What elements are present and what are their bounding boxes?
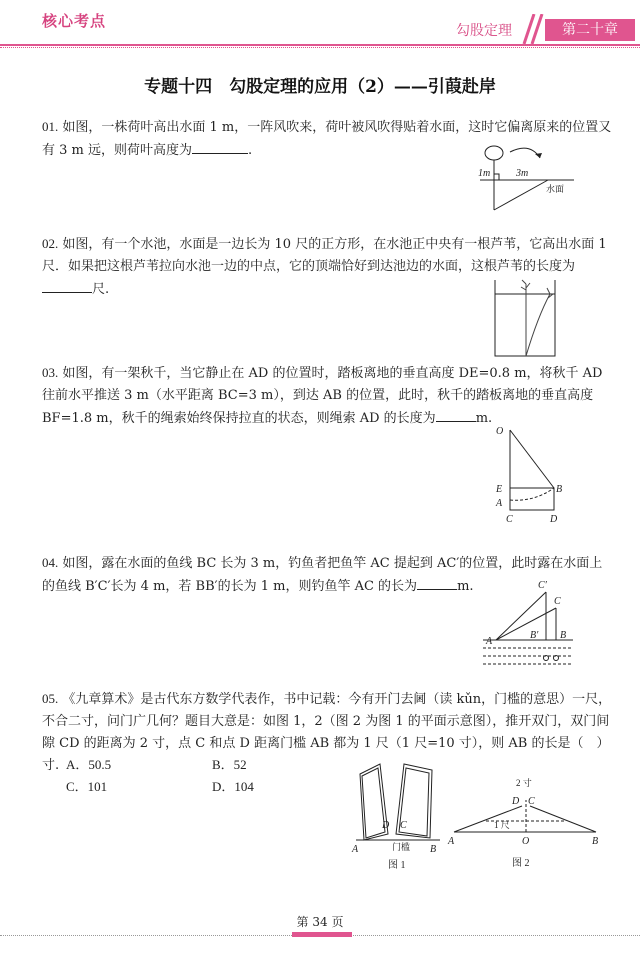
header-divider (0, 44, 640, 46)
answer-blank (192, 139, 248, 154)
figure-1-doors (350, 756, 446, 872)
header-chapter: 第二十章 (545, 19, 635, 41)
question-text-end: m. (475, 411, 493, 426)
label-O: O (496, 426, 504, 437)
figure-pond-reed (490, 276, 560, 360)
label-D: D (550, 514, 558, 525)
label-D: D (382, 820, 390, 831)
question-text-end: 尺. (92, 282, 110, 297)
option-value: 104 (234, 779, 254, 794)
question-text-end: m. (457, 579, 474, 594)
question-number: 04. (42, 555, 59, 570)
option-value: 52 (233, 757, 247, 772)
question-text: 《九章算术》是古代东方数学代表作，书中记载：今有开门去阃（读 kǔn，门槛的意思）一尺，不合二寸，问门广几何？题目大意是：如图 1，2（图 2 为图 1 的平面示意图），推开双门，双门间隙 CD 的距离为 2 寸，点 C 和点 D 距离门槛 AB 都为 1 尺（1 尺=10 寸），则 AB 的长是（ ）寸. (42, 692, 612, 773)
option-a[interactable] (66, 754, 111, 776)
label-1m: 1m (478, 168, 491, 179)
label-3m: 3m (516, 168, 529, 179)
option-label: A． (66, 757, 89, 772)
label-1chi: 1 尺 (494, 820, 510, 830)
question-number: 01. (42, 119, 59, 134)
option-b[interactable] (212, 754, 247, 776)
label-C: C (400, 820, 407, 831)
question-5 (42, 688, 614, 777)
label-C: C (528, 796, 535, 807)
question-text: 如图，有一架秋千，当它静止在 AD 的位置时，踏板离地的垂直高度 DE=0.8 m，将秋千 AD 往前水平推送 3 m（水平距离 BC=3 m），到达 AB 的位置，此时，秋千的踏板离地的垂直高度 BF=1.8 m，秋千的绳索始终保持拉直的状态，则绳索 AD 的长度为 (42, 366, 603, 426)
label-E: E (496, 484, 503, 495)
question-text: 如图，露在水面的鱼线 BC 长为 3 m，钓鱼者把鱼竿 AC 提起到 AC′的位置，此时露在水面上的鱼线 B′C′长为 4 m，若 BB′的长为 1 m，则钓鱼竿 AC 的长为 (42, 556, 603, 594)
figure-2-diagram (446, 770, 606, 870)
option-value: 50.5 (88, 757, 112, 772)
label-D: D (512, 796, 520, 807)
label-A: A (352, 844, 359, 855)
label-2cun: 2 寸 (516, 778, 532, 788)
question-text: 如图，有一个水池，水面是一边长为 10 尺的正方形，在水池正中央有一根芦苇，它高出水面 1 尺．如果把这根芦苇拉向水池一边的中点，它的顶端恰好到达池边的水面，这根芦苇的长度为 (42, 237, 607, 274)
header-divider-dotted (0, 47, 640, 48)
figure-1-caption: 图 1 (388, 860, 406, 871)
label-sill: 门槛 (392, 842, 411, 852)
option-value: 101 (87, 779, 108, 794)
label-O: O (522, 836, 530, 847)
answer-blank (42, 278, 92, 293)
label-A: A (448, 836, 455, 847)
answer-blank (436, 407, 476, 422)
label-B: B (592, 836, 599, 847)
label-B: B (430, 844, 437, 855)
footer-accent-bar (292, 932, 352, 937)
page-header (0, 0, 640, 46)
page-title: 专题十四 勾股定理的应用（2）——引葭赴岸 (144, 77, 496, 97)
header-left-title: 核心考点 (42, 12, 107, 30)
option-label: C． (66, 779, 88, 794)
figure-swing (494, 422, 574, 528)
figure-2-caption: 图 2 (512, 858, 530, 869)
header-topic: 勾股定理 (456, 23, 512, 39)
figure-lotus (470, 142, 580, 214)
question-number: 03. (42, 365, 59, 380)
question-3 (42, 362, 614, 430)
figure-fishing (478, 578, 578, 676)
question-text: 如图，一株荷叶高出水面 1 m，一阵风吹来，荷叶被风吹得贴着水面，这时它偏离原来的位置又有 3 m 远，则荷叶高度为 (42, 120, 612, 158)
label-C: C (554, 596, 561, 607)
option-label: B． (212, 757, 234, 772)
page-number: 第 34 页 (296, 915, 344, 929)
label-B: B (560, 630, 567, 641)
label-A: A (486, 636, 493, 647)
answer-blank (417, 575, 457, 590)
label-C: C (506, 514, 513, 525)
label-A: A (496, 498, 503, 509)
label-B-prime: B′ (530, 630, 539, 641)
question-text-end: . (248, 143, 253, 158)
header-stripes-decoration (520, 14, 548, 44)
label-B: B (556, 484, 563, 495)
label-water: 水面 (546, 184, 565, 194)
question-number: 05. (42, 691, 59, 706)
option-label: D． (212, 779, 235, 794)
question-number: 02. (42, 236, 59, 251)
option-d[interactable] (212, 776, 254, 798)
label-C-prime: C′ (538, 580, 547, 591)
option-c[interactable] (66, 776, 107, 798)
